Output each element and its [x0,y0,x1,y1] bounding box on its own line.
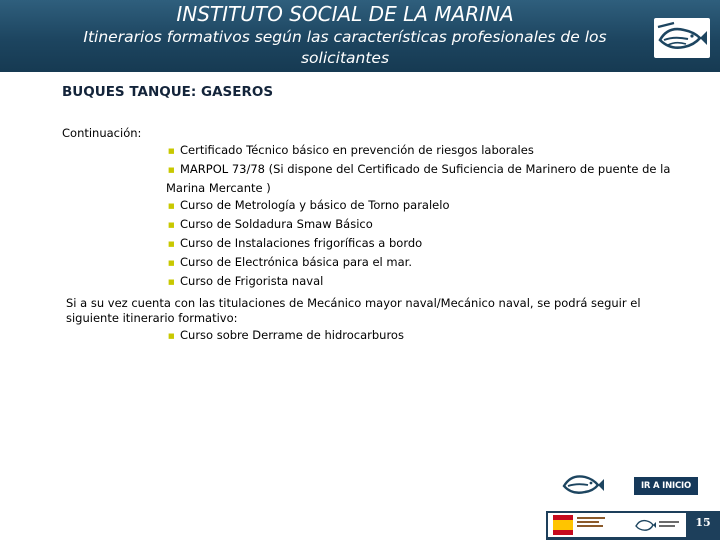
list-item-text: Curso de Electrónica básica para el mar. [180,254,412,269]
page-number: 15 [695,516,711,529]
bullet-icon: ■ [168,332,175,340]
list-item [166,216,706,235]
list-item-text: Curso sobre Derrame de hidrocarburos [180,328,404,342]
itinerary-paragraph [66,296,706,326]
ism-footer-logo-icon [560,468,606,502]
bullet-icon: ■ [168,277,175,286]
paragraph-line-1: Si a su vez cuenta con las titulaciones de Mecánico mayor naval/Mecánico naval, se podrá seguir el [66,296,641,310]
list-item-text: Curso de Instalaciones frigoríficas a bordo [180,235,423,250]
list-item-text: Curso de Frigorista naval [180,273,324,288]
list-item [166,142,706,161]
bullet-icon: ■ [168,221,175,230]
bullet-icon: ■ [168,147,175,155]
list-item-text: Curso de Metrología y básico de Torno paralelo [180,198,450,213]
list-item [166,197,706,216]
subtitle-line-2: solicitantes [300,49,390,67]
paragraph-line-2: siguiente itinerario formativo: [66,311,238,325]
ministry-logo-icon [577,515,627,535]
spain-flag-icon [553,515,573,535]
institute-title: INSTITUTO SOCIAL DE LA MARINA [176,2,514,26]
bullet-icon: ■ [168,165,175,174]
section-title: BUQUES TANQUE: GASEROS [62,84,274,100]
list-item [166,161,706,198]
list-item [166,235,706,254]
list-item-text: Curso de Soldadura Smaw Básico [180,217,373,232]
list-item-text: MARPOL 73/78 (Si dispone del Certificado de Suficiencia de Marinero de puente de la [180,161,671,176]
list-item-text: Certificado Técnico básico en prevención de riesgos laborales [180,143,534,157]
page-subtitle [30,27,660,69]
list-item [166,254,706,273]
subtitle-line-1: Itinerarios formativos según las características profesionales de los [83,28,607,46]
go-home-button[interactable]: IR A INICIO [634,477,698,495]
continuation-label: Continuación: [62,126,142,140]
bullet-icon: ■ [168,258,175,267]
ism-fish-logo-icon [654,18,710,58]
bullet-icon: ■ [168,239,175,248]
bullet-icon: ■ [168,202,175,211]
course-list [166,142,706,291]
list-item [166,273,706,292]
list-item-continuation: Marina Mercante ) [166,180,271,195]
header-banner [0,0,720,72]
list-item [166,328,404,342]
ism-small-logo-icon [634,515,682,535]
